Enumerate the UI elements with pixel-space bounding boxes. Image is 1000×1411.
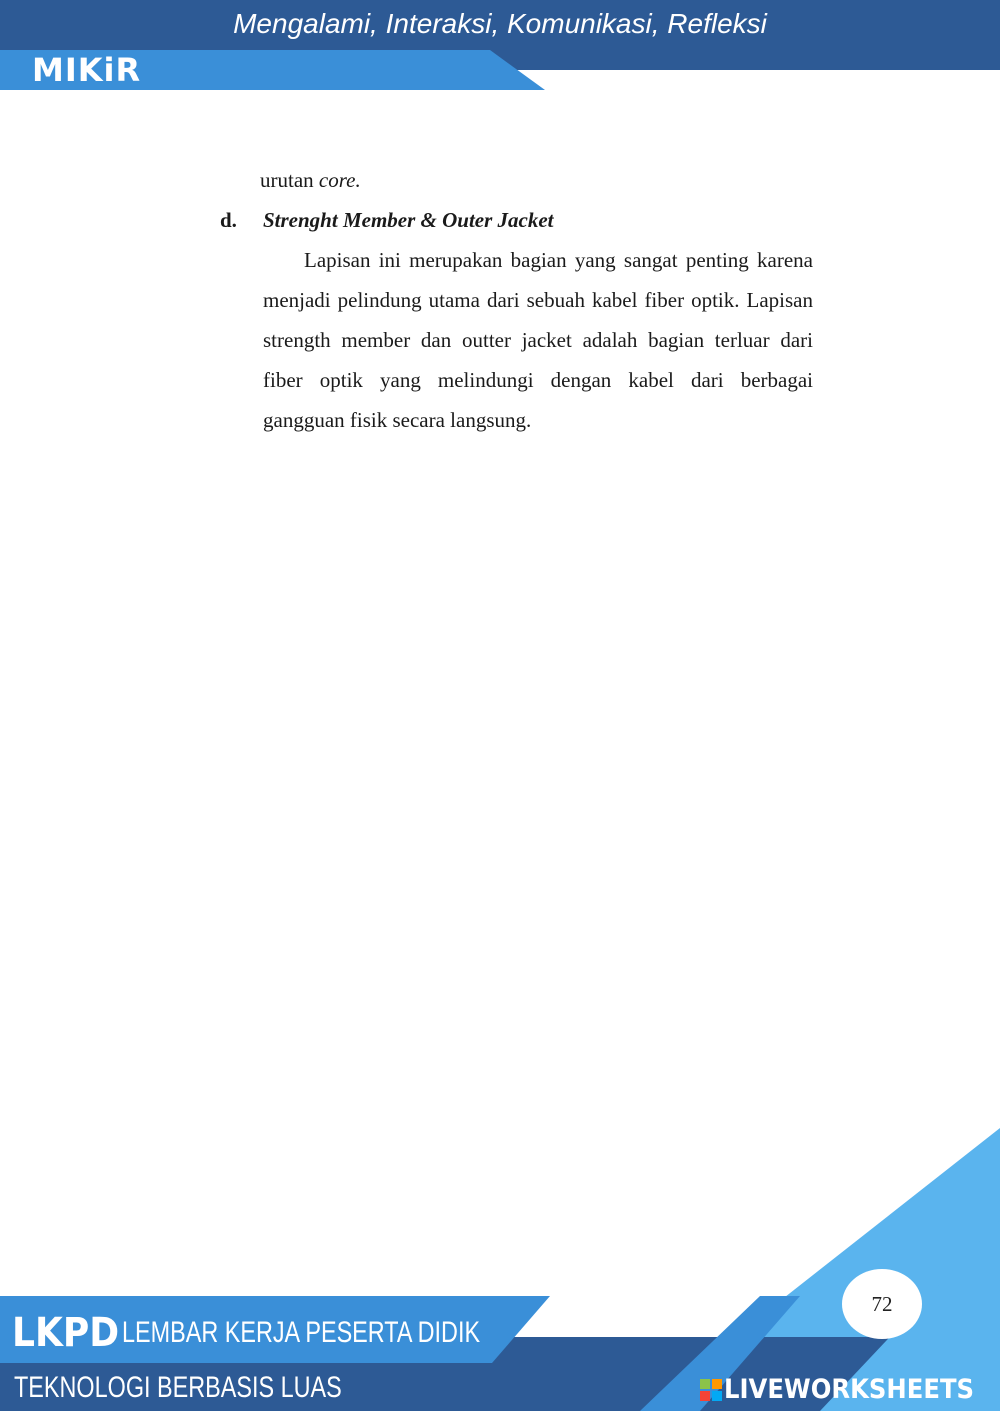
header-title: Mengalami, Interaksi, Komunikasi, Refleksi bbox=[233, 8, 767, 39]
lkpd-subtitle: LEMBAR KERJA PESERTA DIDIK bbox=[122, 1316, 481, 1349]
page-number: 72 bbox=[842, 1269, 922, 1339]
continued-line bbox=[260, 160, 361, 200]
footer-subject: TEKNOLOGI BERBASIS LUAS bbox=[14, 1371, 342, 1404]
header-ribbon bbox=[0, 50, 1000, 92]
section-heading: Strenght Member & Outer Jacket bbox=[263, 208, 554, 232]
continued-line-text: urutan bbox=[260, 168, 319, 192]
list-marker: d. bbox=[220, 208, 237, 232]
continued-line-italic: core. bbox=[318, 168, 361, 192]
body-paragraph: Lapisan ini merupakan bagian yang sangat penting karena menjadi pelindung utama dari sebuah kabel fiber optik. Lapisan strength member dan outter jacket adalah bagian terluar dari fiber optik yang melindungi dengan kabel dari berbagai gangguan fisik secara langsung. bbox=[263, 248, 813, 432]
liveworksheets-watermark: LIVEWORKSHEETS bbox=[724, 1374, 975, 1405]
liveworksheets-logo-icon bbox=[700, 1379, 722, 1401]
mikir-logo: MIKiR bbox=[32, 51, 142, 89]
lkpd-logo: LKPD bbox=[12, 1310, 120, 1356]
